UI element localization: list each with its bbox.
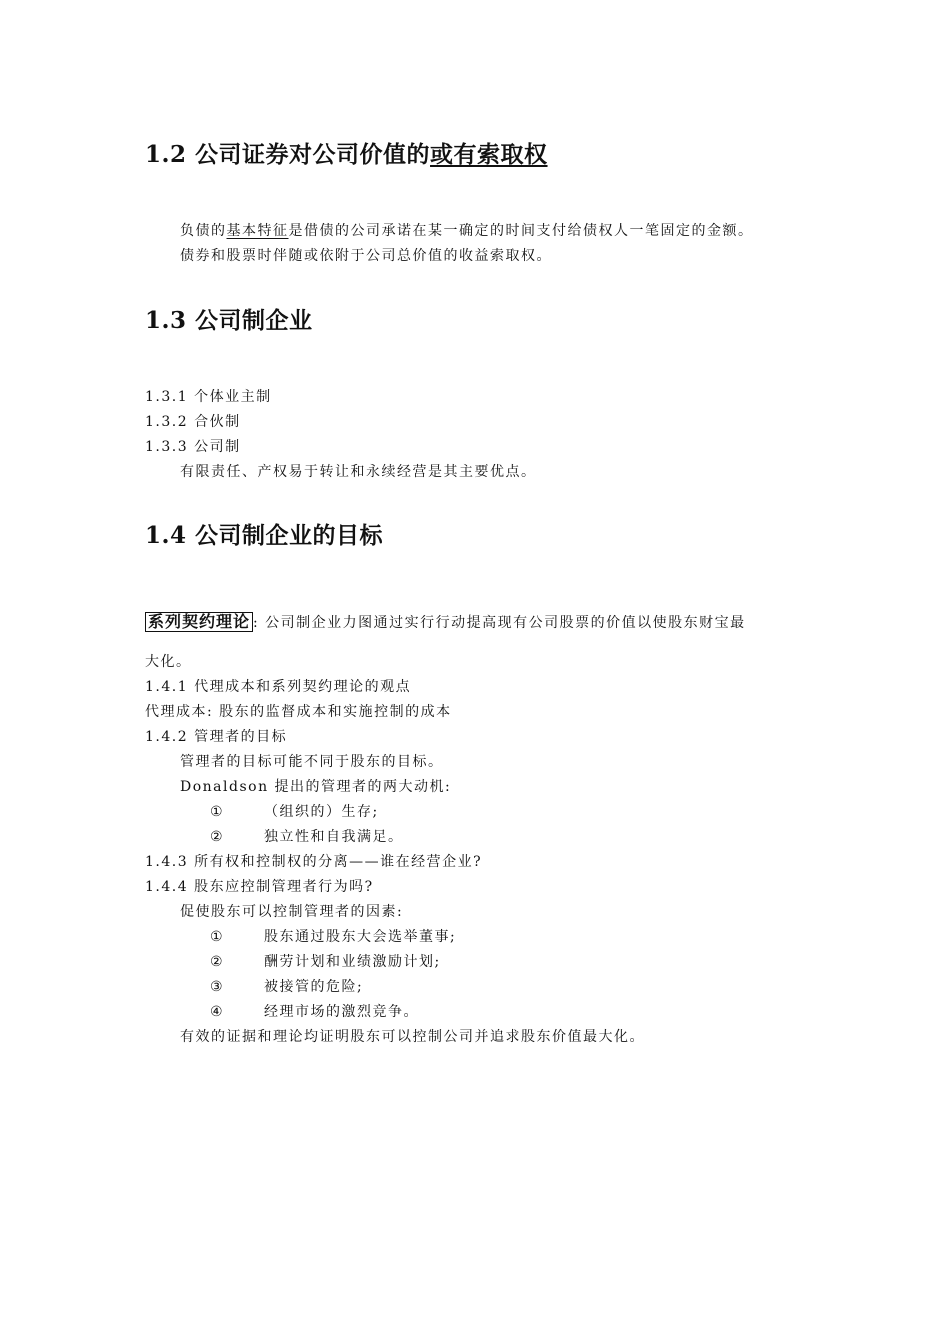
- list-item: [210, 1003, 419, 1021]
- paragraph: Donaldson 提出的管理者的两大动机:: [180, 779, 452, 795]
- definition-text: : 公司制企业力图通过实行行动提高现有公司股票的价值以使股东财宝最: [253, 615, 746, 631]
- heading-underlined-term: 或有索取权: [430, 141, 548, 168]
- section-1-3-heading: 1.3 公司制企业: [145, 307, 313, 334]
- heading-text: 1.2 公司证券对公司价值的: [145, 141, 431, 168]
- paragraph: 促使股东可以控制管理者的因素:: [180, 904, 404, 920]
- list-text: 酬劳计划和业绩激励计划;: [264, 954, 441, 970]
- subsection-1-4-2: 1.4.2 管理者的目标: [145, 729, 288, 745]
- paragraph: [180, 222, 754, 240]
- list-text: （组织的）生存;: [264, 804, 379, 820]
- list-number: ②: [210, 829, 225, 845]
- list-number: ③: [210, 979, 225, 995]
- underlined-term: 基本特征: [226, 223, 289, 239]
- text: 是借债的公司承诺在某一确定的时间支付给债权人一笔固定的金额。: [288, 223, 754, 239]
- subsection-1-4-1: 1.4.1 代理成本和系列契约理论的观点: [145, 679, 412, 695]
- list-item: [210, 828, 404, 846]
- subsection-1-3-1: 1.3.1 个体业主制: [145, 389, 272, 405]
- list-text: 经理市场的激烈竞争。: [264, 1004, 419, 1020]
- list-text: 股东通过股东大会选举董事;: [264, 929, 457, 945]
- conclusion-paragraph: 有效的证据和理论均证明股东可以控制公司并追求股东价值最大化。: [180, 1029, 645, 1045]
- agency-cost-line: 代理成本: 股东的监督成本和实施控制的成本: [145, 704, 452, 720]
- list-number: ②: [210, 954, 225, 970]
- definition-line: [145, 612, 746, 632]
- list-item: [210, 953, 441, 971]
- list-item: [210, 928, 456, 946]
- list-number: ①: [210, 929, 225, 945]
- list-text: 被接管的危险;: [264, 979, 364, 995]
- list-item: [210, 978, 363, 996]
- paragraph: 债券和股票时伴随或依附于公司总价值的收益索取权。: [180, 248, 552, 264]
- text: 负债的: [180, 223, 227, 239]
- list-number: ①: [210, 804, 225, 820]
- definition-continuation: 大化。: [145, 654, 192, 670]
- section-1-4-heading: 1.4 公司制企业的目标: [145, 522, 384, 549]
- subsection-1-4-4: 1.4.4 股东应控制管理者行为吗?: [145, 879, 374, 895]
- section-1-2-heading: [145, 136, 548, 169]
- subsection-1-4-3: 1.4.3 所有权和控制权的分离——谁在经营企业?: [145, 854, 483, 870]
- list-number: ④: [210, 1004, 225, 1020]
- list-text: 独立性和自我满足。: [264, 829, 404, 845]
- subsection-1-3-3: 1.3.3 公司制: [145, 439, 241, 455]
- paragraph: 有限责任、产权易于转让和永续经营是其主要优点。: [180, 464, 537, 480]
- subsection-1-3-2: 1.3.2 合伙制: [145, 414, 241, 430]
- list-item: [210, 803, 379, 821]
- paragraph: 管理者的目标可能不同于股东的目标。: [180, 754, 444, 770]
- boxed-term: 系列契约理论: [145, 612, 253, 632]
